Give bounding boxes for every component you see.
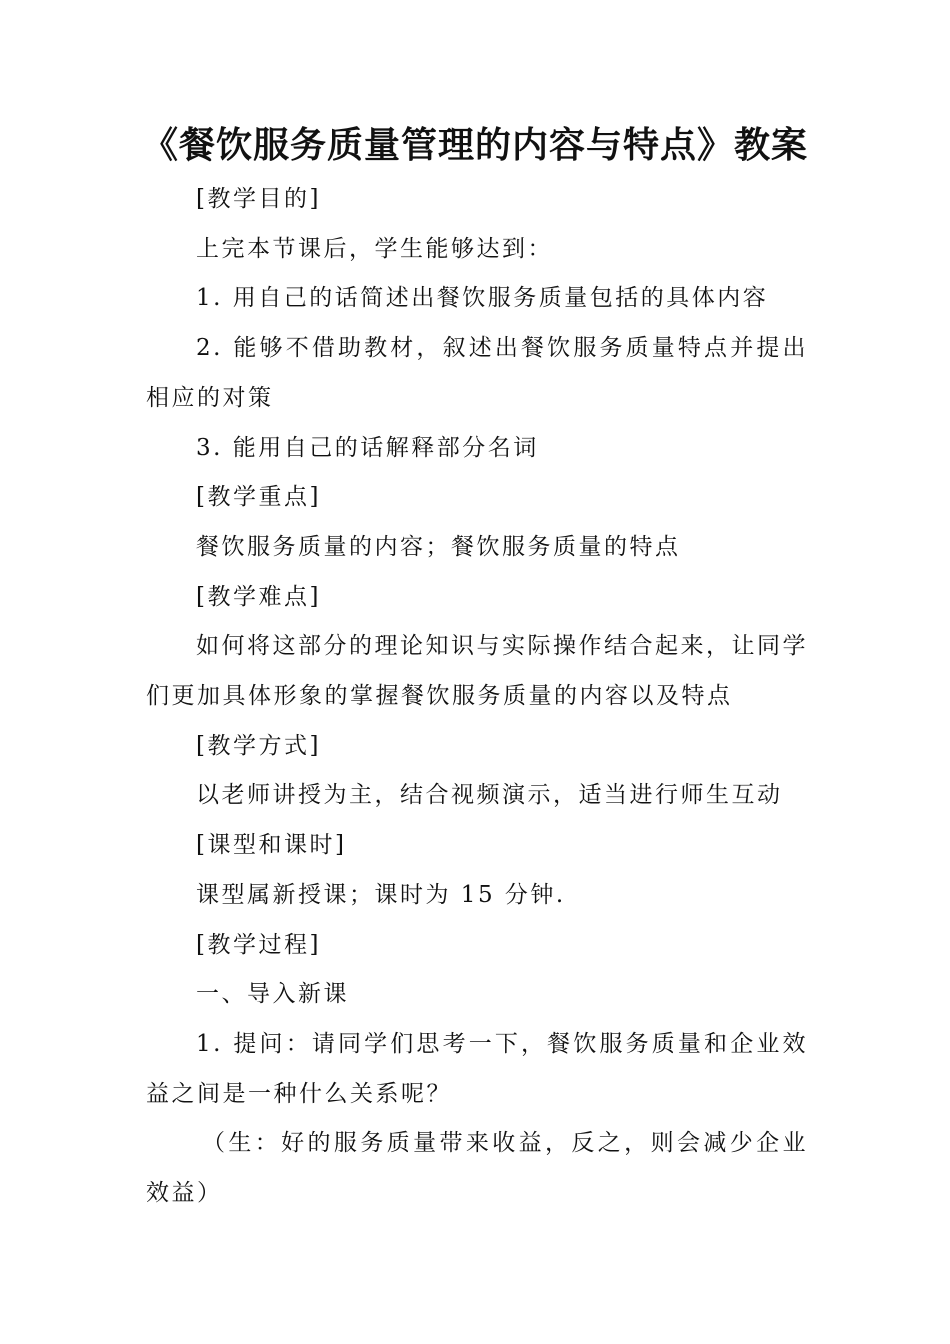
paragraph-process-heading: [教学过程] — [196, 931, 321, 958]
document-body — [146, 175, 808, 1219]
paragraph-objectives-intro: 上完本节课后，学生能够达到： — [196, 235, 553, 262]
document-title: 《餐饮服务质量管理的内容与特点》教案 — [141, 124, 808, 166]
paragraph-difficulties: 如何将这部分的理论知识与实际操作结合起来，让同学们更加具体形象的掌握餐饮服务质量的内容以及特点 — [146, 633, 808, 710]
paragraph-objective-2: 2. 能够不借助教材，叙述出餐饮服务质量特点并提出相应的对策 — [146, 335, 808, 411]
paragraph-student-answer: （生：好的服务质量带来收益，反之，则会减少企业效益） — [146, 1130, 808, 1207]
paragraph-objectives-heading: [教学目的] — [196, 186, 321, 212]
paragraph-difficulties-heading: [教学难点] — [196, 583, 321, 610]
paragraph-objective-3: 3. 能用自己的话解释部分名词 — [196, 434, 539, 461]
paragraph-key-points-heading: [教学重点] — [196, 484, 321, 511]
paragraph-lesson-type-heading: [课型和课时] — [196, 832, 347, 859]
paragraph-method-heading: [教学方式] — [196, 732, 321, 759]
paragraph-method: 以老师讲授为主，结合视频演示，适当进行师生互动 — [196, 782, 783, 809]
paragraph-question-1: 1. 提问：请同学们思考一下，餐饮服务质量和企业效益之间是一种什么关系呢？ — [146, 1030, 808, 1107]
paragraph-lesson-type: 课型属新授课；课时为 15 分钟. — [196, 881, 566, 908]
paragraph-key-points: 餐饮服务质量的内容；餐饮服务质量的特点 — [196, 533, 681, 560]
paragraph-objective-1: 1. 用自己的话简述出餐饮服务质量包括的具体内容 — [196, 285, 769, 312]
paragraph-section-intro: 一、导入新课 — [196, 981, 349, 1008]
